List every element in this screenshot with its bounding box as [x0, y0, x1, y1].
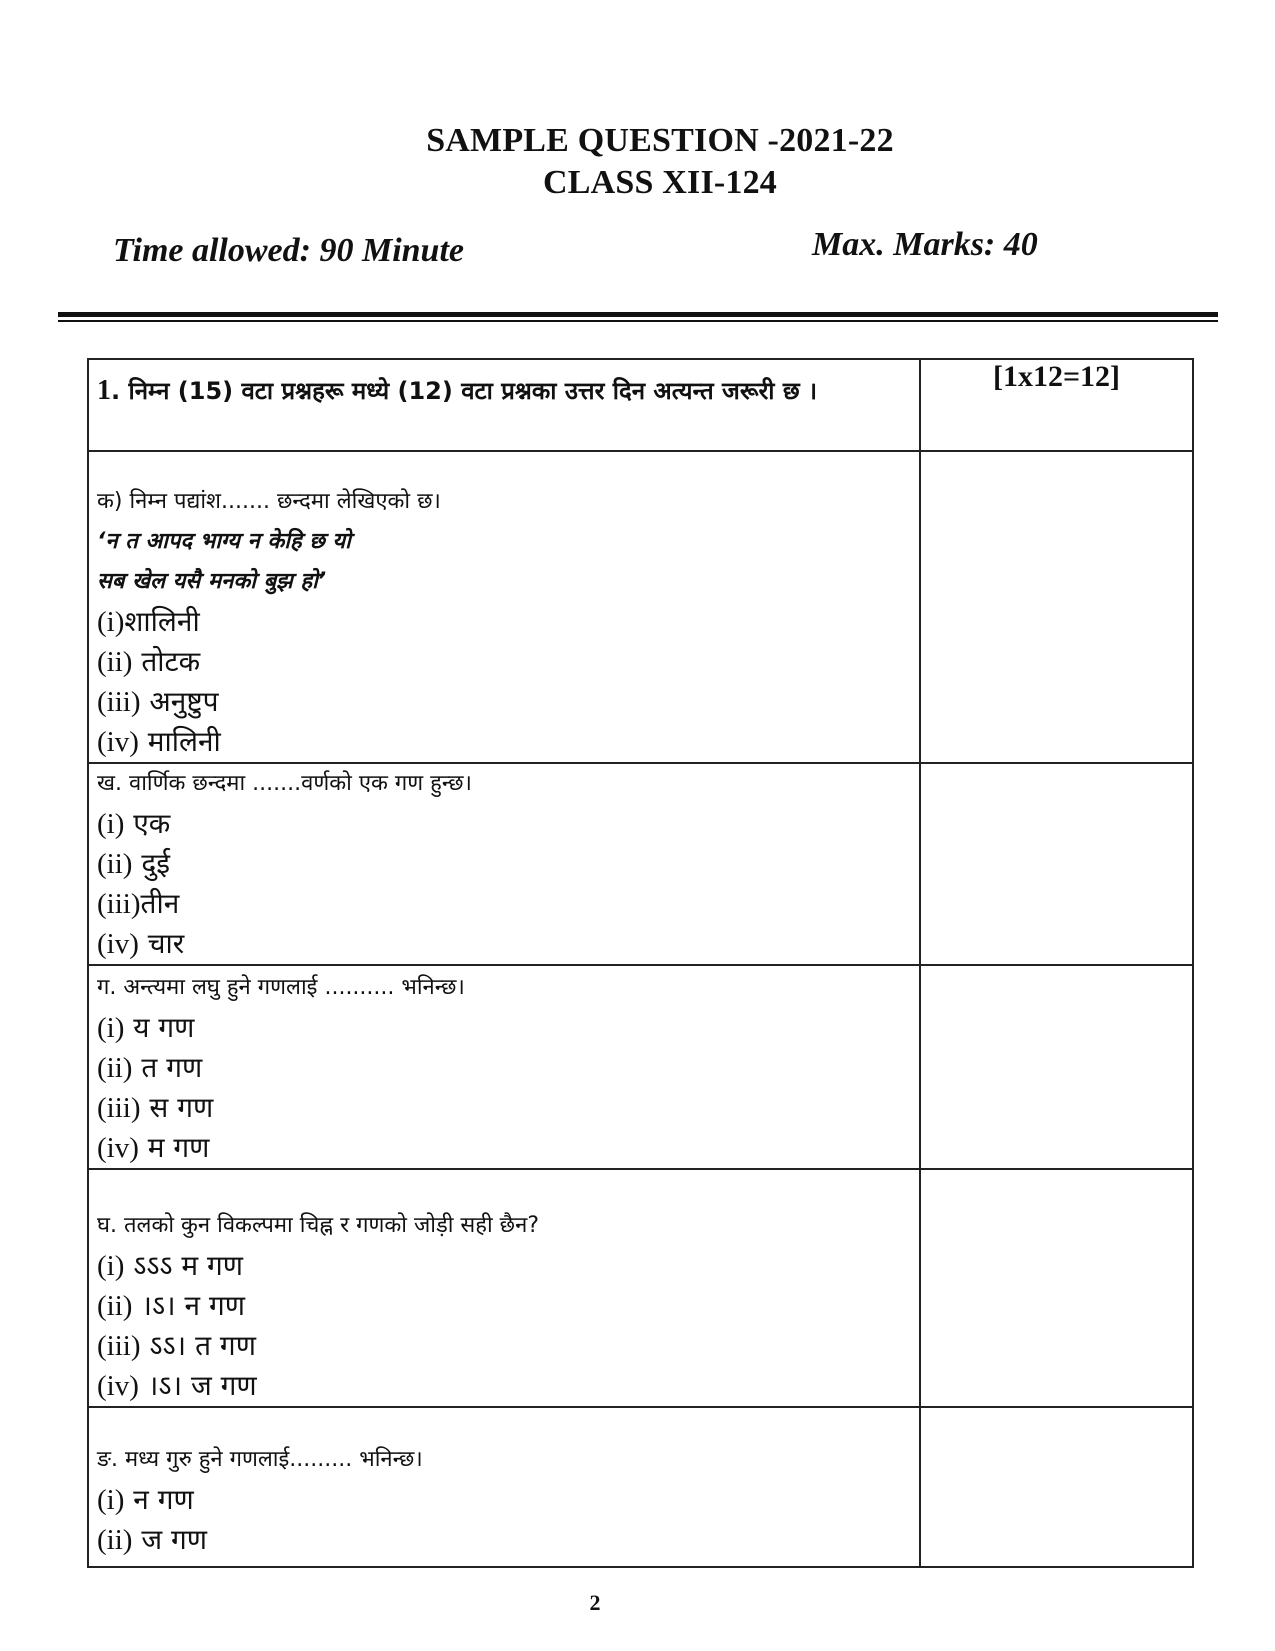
- header-divider-thin: [58, 320, 1218, 322]
- question-cell: [88, 451, 920, 763]
- question-row-nga: [88, 1407, 1193, 1567]
- option: (iv) मालिनी: [97, 725, 221, 758]
- question-cell: [88, 1169, 920, 1407]
- question-text: क) निम्न पद्यांश....... छन्दमा लेखिएको छ।: [97, 489, 441, 514]
- section-instruction-cell: [88, 359, 920, 451]
- option: (ii) ज गण: [97, 1523, 208, 1556]
- option: (ii) तोटक: [97, 645, 201, 678]
- question-row-ka: [88, 451, 1193, 763]
- page-number: 2: [589, 1590, 601, 1615]
- answer-cell: [920, 965, 1193, 1169]
- answer-cell: [920, 763, 1193, 965]
- document-title: SAMPLE QUESTION -2021-22: [426, 122, 894, 159]
- section-number: 1: [97, 375, 111, 406]
- question-text: ख. वार्णिक छन्दमा .......वर्णको एक गण हुन्छ।: [97, 771, 472, 796]
- option: (iii) स गण: [97, 1091, 214, 1124]
- answer-cell: [920, 451, 1193, 763]
- question-text: ङ. मध्य गुरु हुने गणलाई......... भनिन्छ।: [97, 1447, 423, 1472]
- option: (ii) त गण: [97, 1051, 203, 1084]
- option: (iii) ऽऽ। त गण: [97, 1329, 256, 1362]
- option: (i) ऽऽऽ म गण: [97, 1249, 244, 1282]
- time-allowed: Time allowed: 90 Minute: [113, 232, 465, 269]
- question-row-ga: [88, 965, 1193, 1169]
- section-header-row: [88, 359, 1193, 451]
- option: (i) न गण: [97, 1483, 194, 1516]
- option: (i) य गण: [97, 1011, 195, 1044]
- section-instruction: 1. निम्न (15) वटा प्रश्नहरू मध्ये (12) वटा प्रश्नका उत्तर दिन अत्यन्त जरूरी छ ।: [97, 375, 818, 406]
- option: (i)शालिनी: [97, 605, 200, 638]
- option: (i) एक: [97, 807, 171, 840]
- quote-line: ‘न त आपद भाग्य न केहि छ यो: [97, 529, 351, 554]
- section-marks: [1x12=12]: [920, 359, 1193, 451]
- document-subtitle: CLASS XII-124: [542, 164, 778, 201]
- max-marks: Max. Marks: 40: [812, 226, 1038, 263]
- option: (ii) दुई: [97, 847, 170, 880]
- option: (iii) अनुष्टुप: [97, 685, 219, 718]
- option: (iv) म गण: [97, 1131, 210, 1164]
- answer-cell: [920, 1169, 1193, 1407]
- question-cell: [88, 763, 920, 965]
- option: (ii) ।ऽ। न गण: [97, 1289, 245, 1322]
- quote-line: सब खेल यसै मनको बुझ हो’: [97, 569, 327, 594]
- question-row-gha: [88, 1169, 1193, 1407]
- question-cell: [88, 1407, 920, 1567]
- question-table: [87, 358, 1194, 1568]
- question-text: ग. अन्त्यमा लघु हुने गणलाई .......... भनिन्छ।: [97, 975, 465, 1000]
- option: (iii)तीन: [97, 887, 180, 920]
- option: (iv) चार: [97, 927, 185, 960]
- question-row-kha: [88, 763, 1193, 965]
- answer-cell: [920, 1407, 1193, 1567]
- option: (iv) ।ऽ। ज गण: [97, 1369, 257, 1402]
- header-divider-thick: [58, 312, 1218, 317]
- question-text: घ. तलको कुन विकल्पमा चिह्न र गणको जोड़ी सही छैन?: [97, 1213, 539, 1238]
- question-cell: [88, 965, 920, 1169]
